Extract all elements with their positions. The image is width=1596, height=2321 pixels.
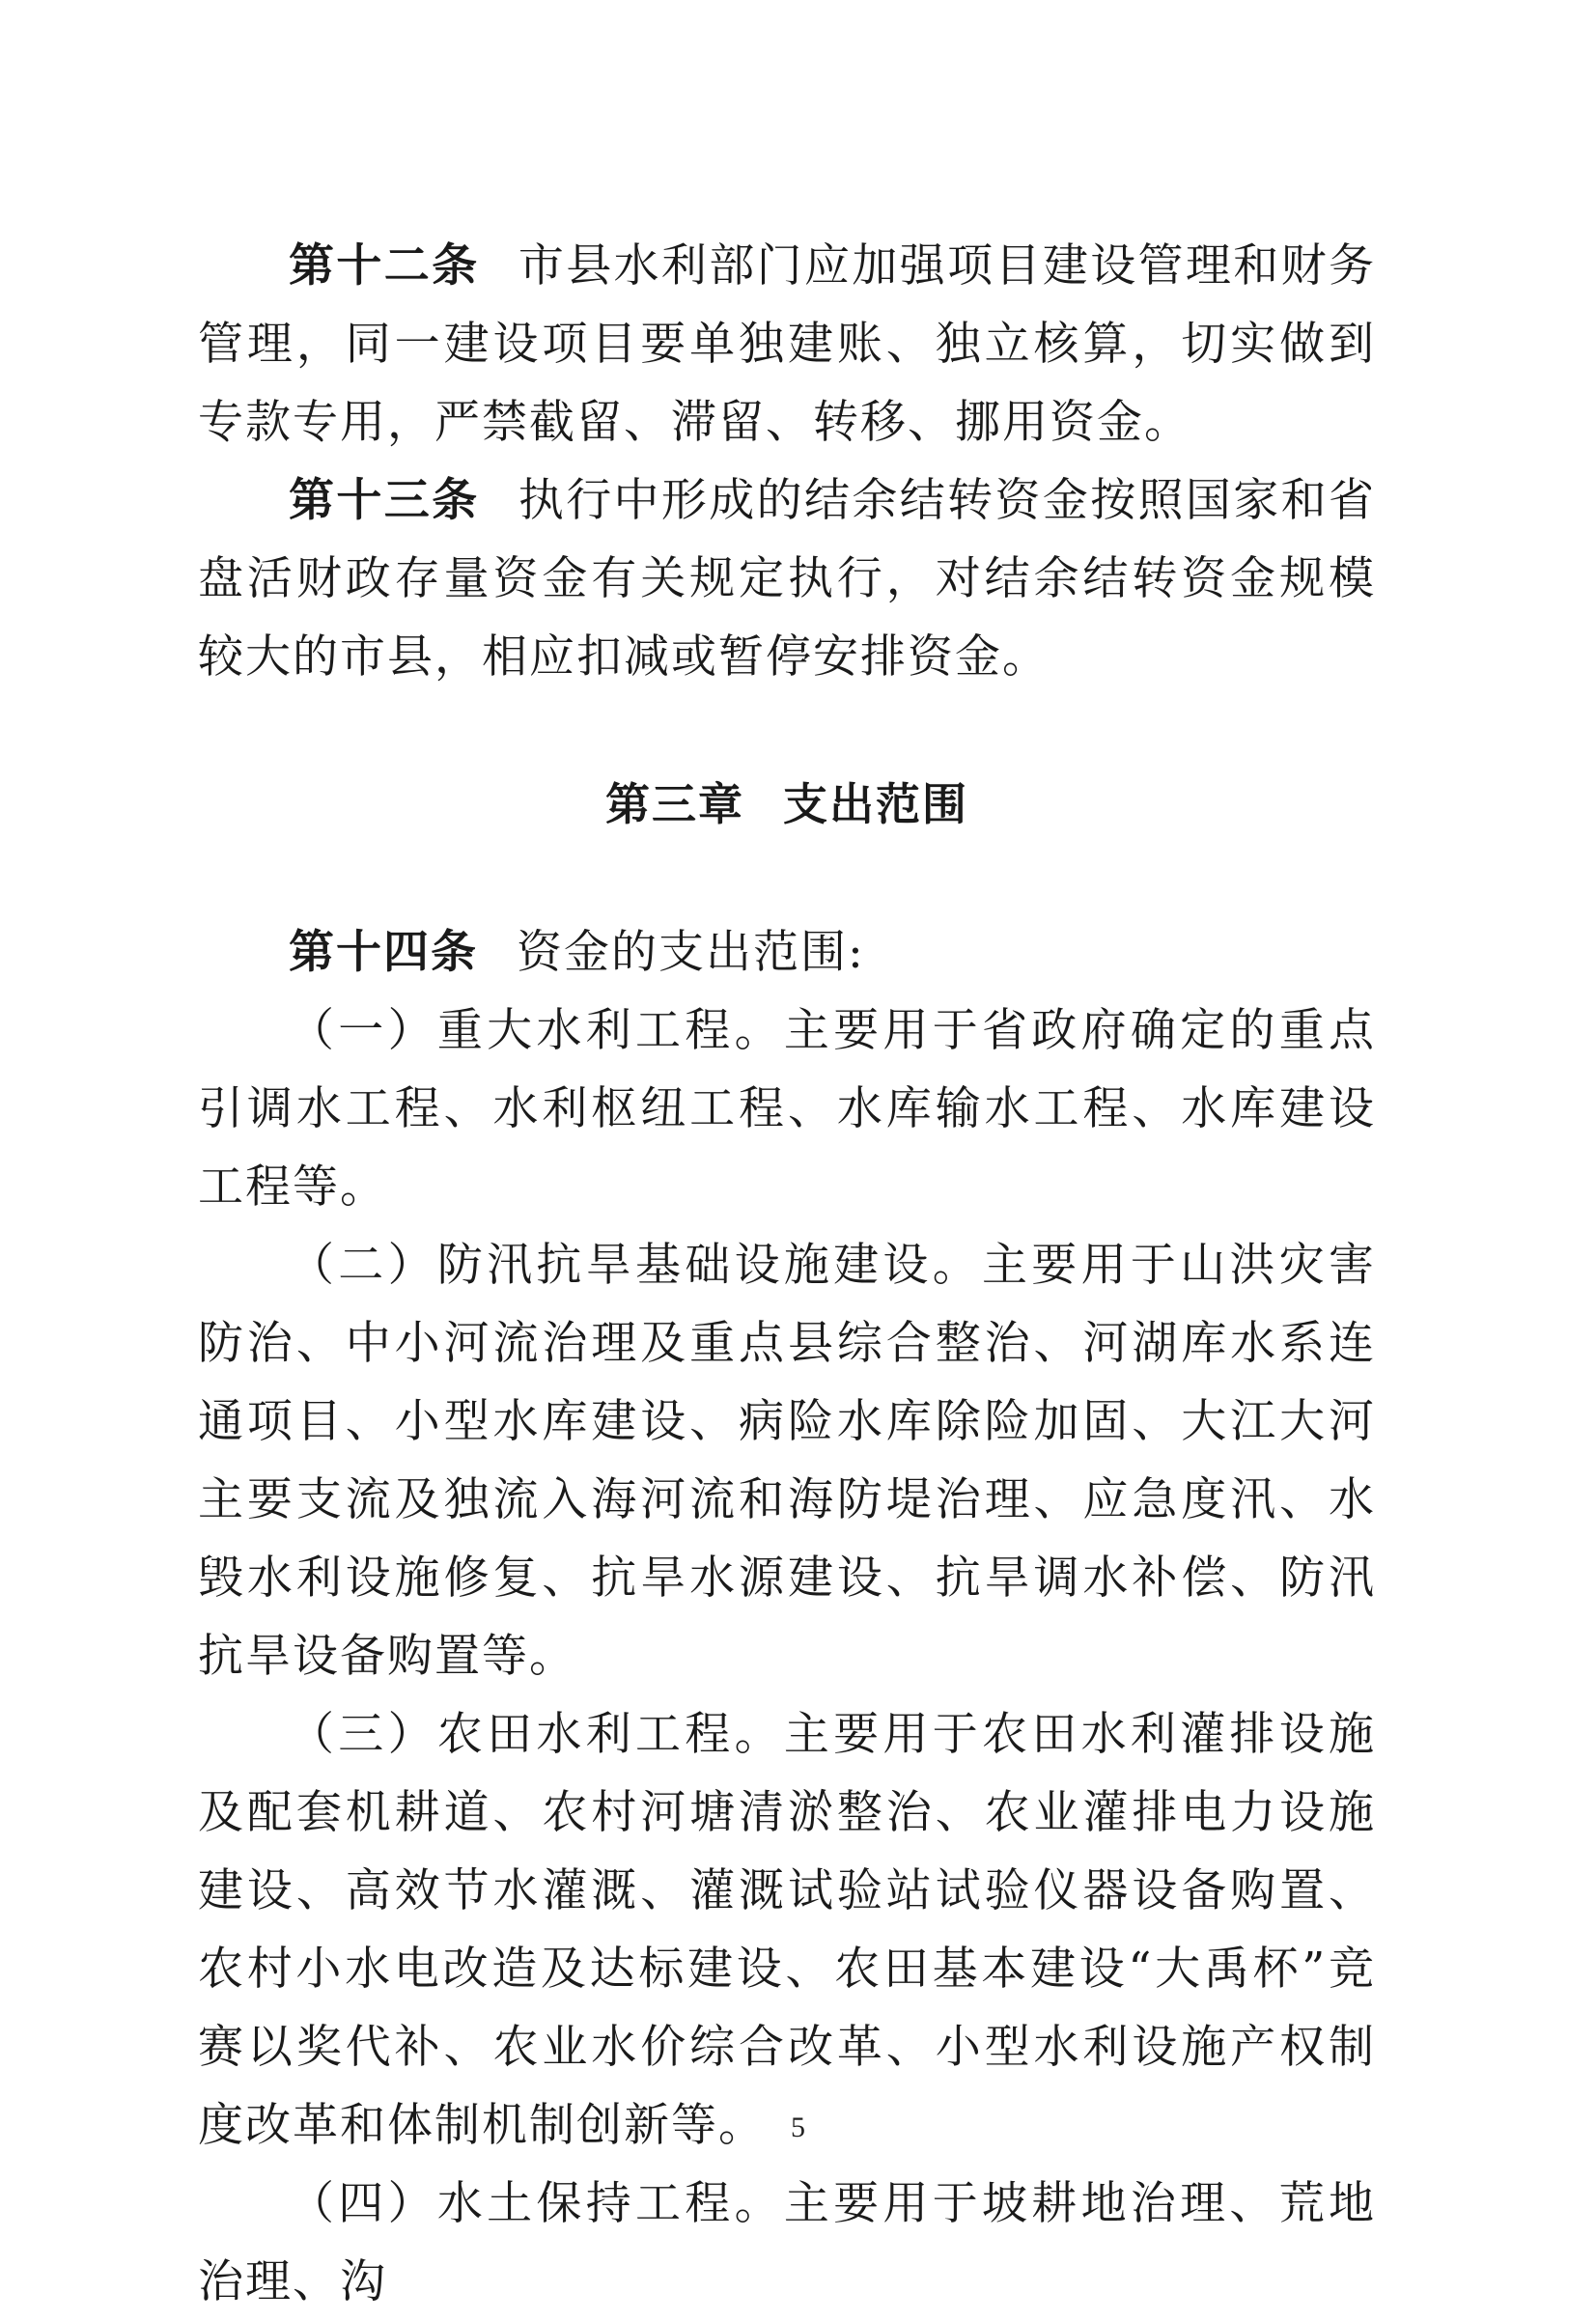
article-12-text: 市县水利部门应加强项目建设管理和财务管理，同一建设项目要单独建账、独立核算，切实做到专款专用，严禁截留、滞留、转移、挪用资金。 [198,239,1377,449]
list-item: （四）水土保持工程。主要用于坡耕地治理、荒地治理、沟 [198,2177,1376,2308]
chapter-title: 支出范围 [783,778,968,830]
document-body [198,227,1376,2321]
list-item: （二）防汛抗旱基础设施建设。主要用于山洪灾害防治、中小河流治理及重点县综合整治、河湖库水系连通项目、小型水库建设、病险水库除险加固、大江大河主要支流及独流入海河流和海防堤治理、应急度汛、水毁水利设施修复、抗旱水源建设、抗旱调水补偿、防汛抗旱设备购置等。 [198,1239,1376,1683]
article-13-label: 第十三条 [289,474,480,527]
chapter-number: 第三章 [605,778,744,830]
list-item: （一）重大水利工程。主要用于省政府确定的重点引调水工程、水利枢纽工程、水库输水工程、水库建设工程等。 [198,1004,1376,1214]
article-12 [198,227,1376,461]
chapter-heading [198,696,1376,913]
list-item: （三）农田水利工程。主要用于农田水利灌排设施及配套机耕道、农村河塘清淤整治、农业灌排电力设施建设、高效节水灌溉、灌溉试验站试验仪器设备购置、农村小水电改造及达标建设、农田基本建设“大禹杯”竞赛以奖代补、农业水价综合改革、小型水利设施产权制度改革和体制机制创新等。 [198,1708,1376,2152]
article-12-label: 第十二条 [289,239,480,293]
article-14-text: 资金的支出范围: [517,926,865,979]
article-14-label: 第十四条 [289,926,478,979]
page-number: 5 [791,2111,805,2143]
article-14 [198,913,1376,992]
article-13 [198,461,1376,696]
article-13-text: 执行中形成的结余结转资金按照国家和省盘活财政存量资金有关规定执行，对结余结转资金规模较大的市县，相应扣减或暂停安排资金。 [198,474,1377,684]
